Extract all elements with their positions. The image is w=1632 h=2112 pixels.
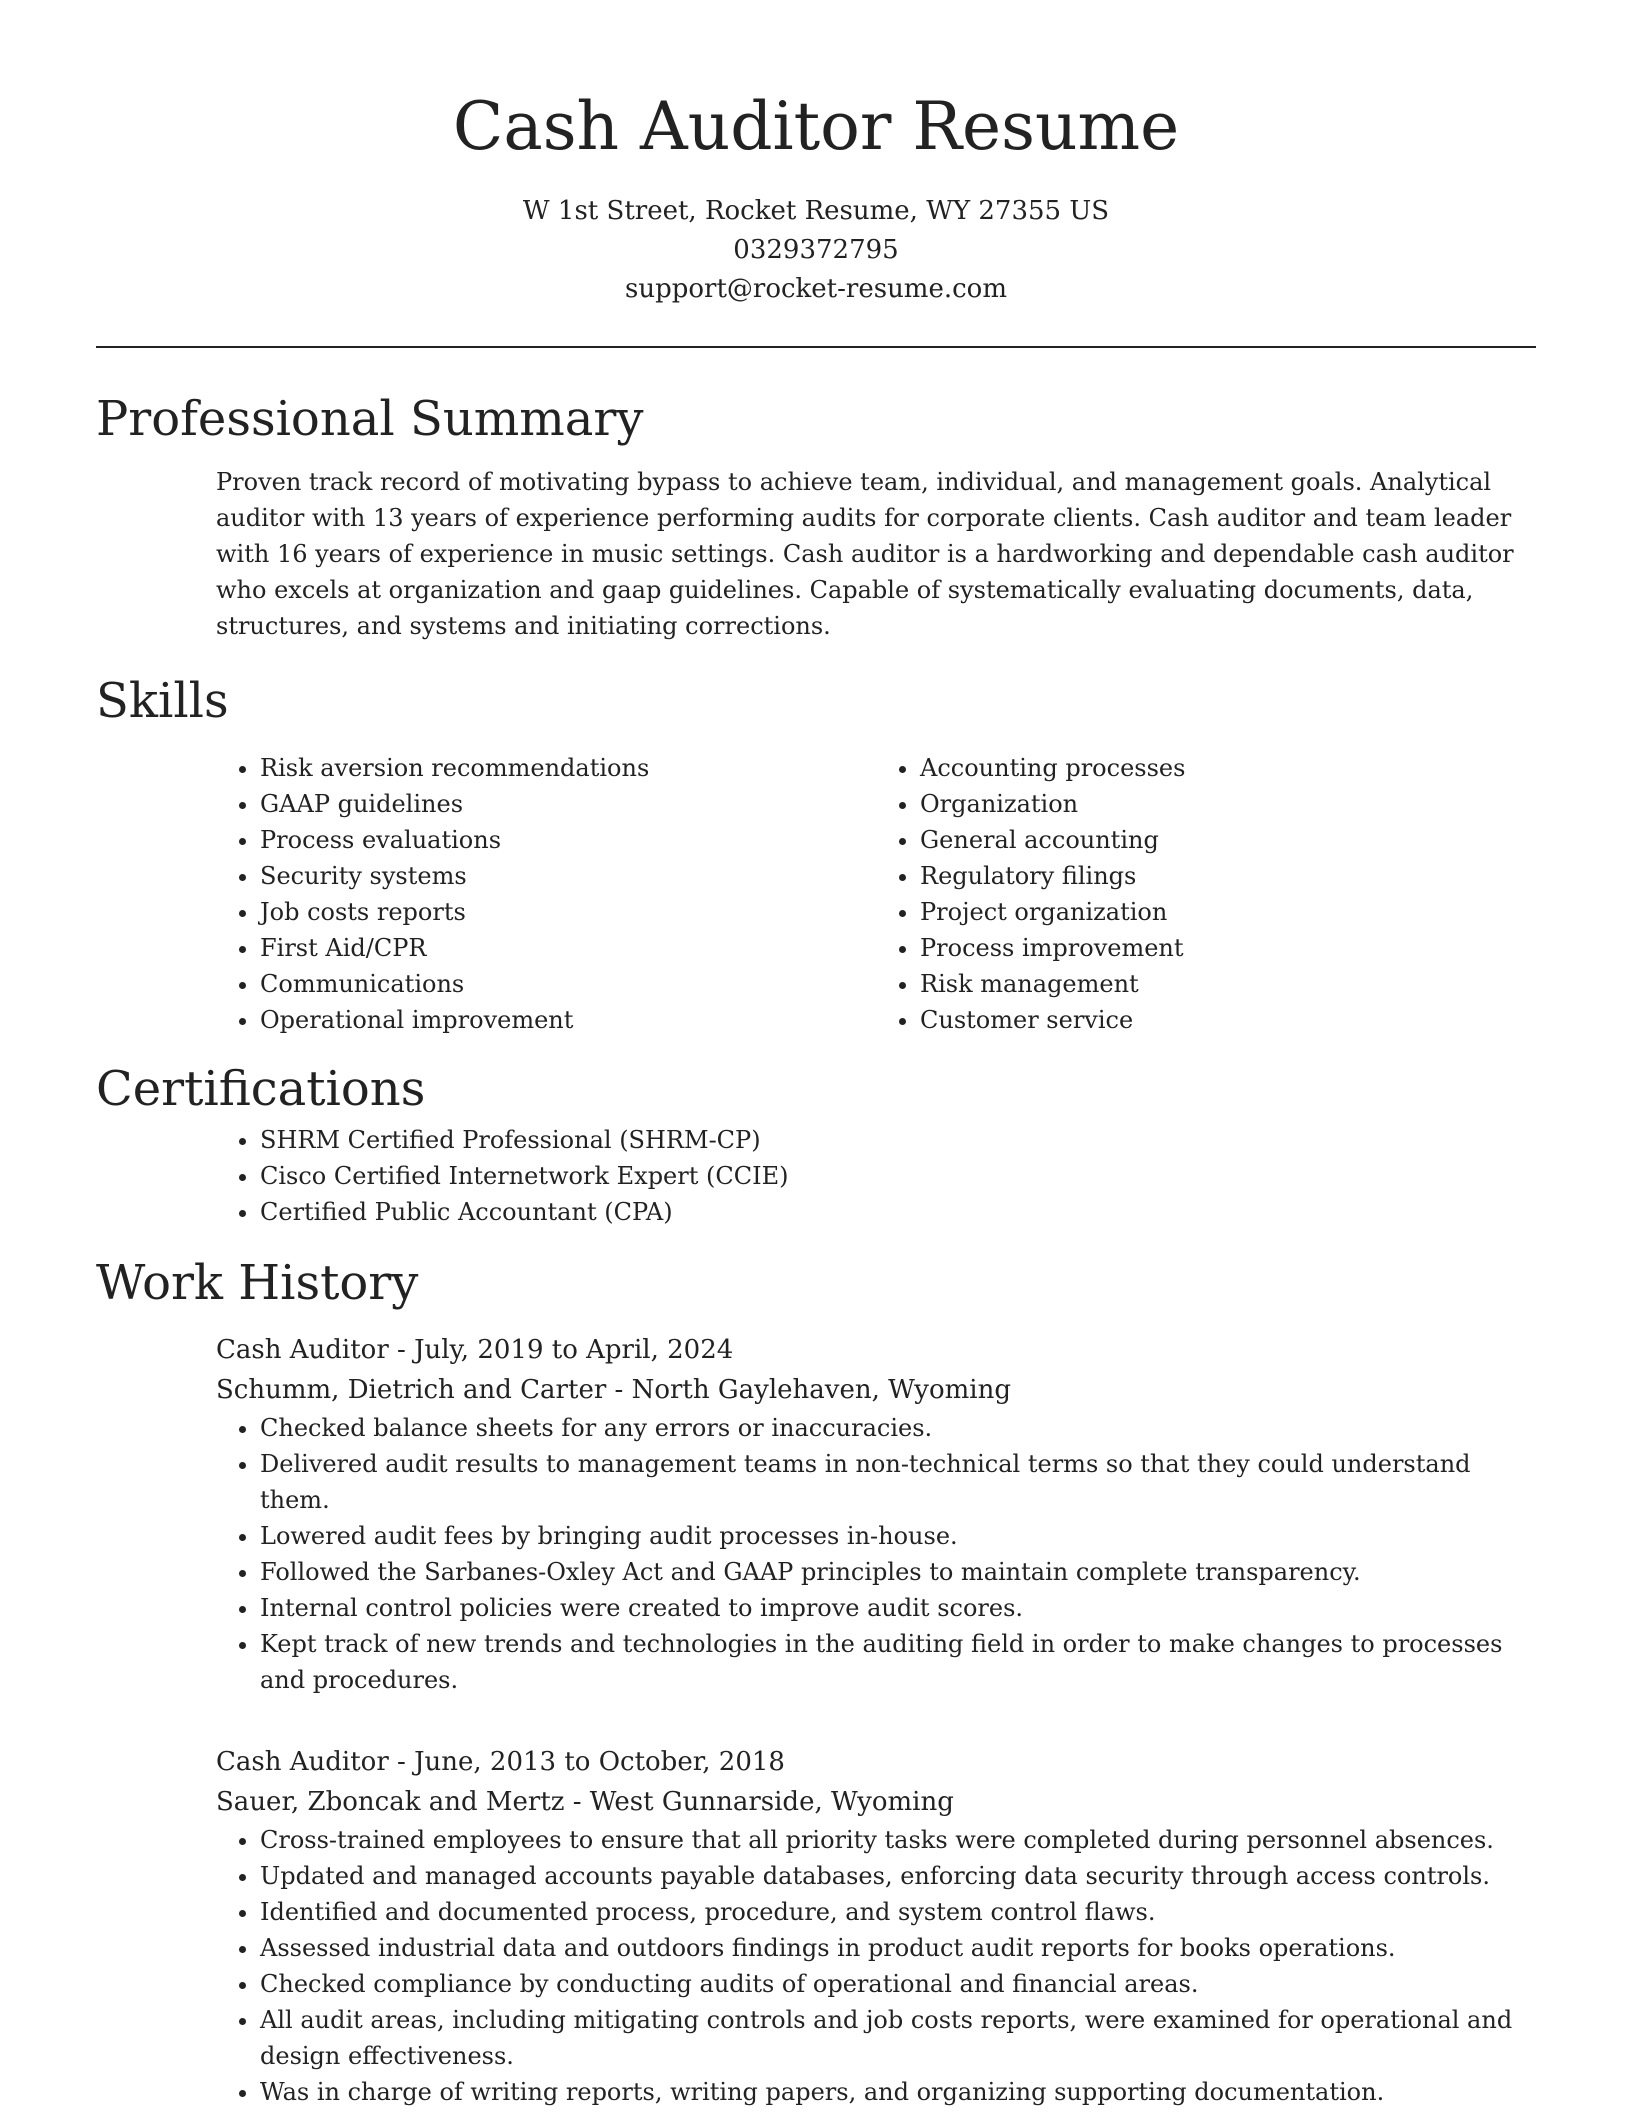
- skill-item: • Process evaluations: [260, 822, 876, 858]
- contact-address: W 1st Street, Rocket Resume, WY 27355 US: [522, 196, 1110, 226]
- job-title-dates: Cash Auditor - June, 2013 to October, 2018: [216, 1747, 785, 1777]
- job-duty-item: • Identified and documented process, procedure, and system control flaws.: [260, 1894, 1536, 1930]
- job-duty-item: • Updated and managed accounts payable databases, enforcing data security through access controls.: [260, 1858, 1536, 1894]
- job-duty-item: • Delivered audit results to management teams in non-technical terms so that they could understand them.: [260, 1446, 1536, 1518]
- skill-item: • Communications: [260, 966, 876, 1002]
- skill-item: • Accounting processes: [920, 750, 1536, 786]
- skills-heading: Skills: [96, 673, 229, 729]
- skill-item: • Project organization: [920, 894, 1536, 930]
- contact-phone: 0329372795: [733, 235, 899, 265]
- job-entry: [216, 1742, 1536, 2110]
- skills-column-right: [876, 750, 1536, 1038]
- job-duties-list: [216, 1410, 1536, 1698]
- certification-item: • Cisco Certified Internetwork Expert (CCIE): [260, 1158, 1536, 1194]
- skill-item: • Security systems: [260, 858, 876, 894]
- skill-item: • Risk aversion recommendations: [260, 750, 876, 786]
- job-title-dates: Cash Auditor - July, 2019 to April, 2024: [216, 1335, 734, 1365]
- work-history-section: [96, 1250, 1536, 2110]
- skill-item: • GAAP guidelines: [260, 786, 876, 822]
- job-duty-item: • Cross-trained employees to ensure that all priority tasks were completed during personnel absences.: [260, 1822, 1536, 1858]
- skill-item: • Job costs reports: [260, 894, 876, 930]
- summary-text: Proven track record of motivating bypass to achieve team, individual, and management goals. Analytical auditor with 13 years of experience performing audits for corporate clients. Cash auditor and team leader with 16 years of experience in music settings. Cash auditor is a hardworking and dependable cash auditor who excels at organization and gaap guidelines. Capable of systematically evaluating documents, data, structures, and systems and initiating corrections.: [216, 468, 1514, 640]
- skill-item: • Regulatory filings: [920, 858, 1536, 894]
- certifications-heading: Certifications: [96, 1061, 426, 1117]
- job-company-location: Schumm, Dietrich and Carter - North Gaylehaven, Wyoming: [216, 1375, 1011, 1405]
- job-duty-item: • All audit areas, including mitigating controls and job costs reports, were examined for operational and design effectiveness.: [260, 2002, 1536, 2074]
- job-company-location: Sauer, Zboncak and Mertz - West Gunnarside, Wyoming: [216, 1787, 954, 1817]
- job-entry: [216, 1330, 1536, 1698]
- skills-section: [96, 668, 1536, 1038]
- summary-section: [96, 386, 1536, 644]
- skill-item: • General accounting: [920, 822, 1536, 858]
- skills-column-left: [216, 750, 876, 1038]
- skill-item: • Organization: [920, 786, 1536, 822]
- skill-item: • First Aid/CPR: [260, 930, 876, 966]
- contact-block: [0, 192, 1632, 309]
- skill-item: • Risk management: [920, 966, 1536, 1002]
- job-duty-item: • Internal control policies were created to improve audit scores.: [260, 1590, 1536, 1626]
- certification-item: • SHRM Certified Professional (SHRM-CP): [260, 1122, 1536, 1158]
- work-history-heading: Work History: [96, 1255, 419, 1311]
- resume-header: [0, 0, 1632, 309]
- skills-grid: [216, 750, 1536, 1038]
- job-duty-item: • Kept track of new trends and technologies in the auditing field in order to make changes to processes and procedures.: [260, 1626, 1536, 1698]
- skill-item: • Customer service: [920, 1002, 1536, 1038]
- job-duty-item: • Lowered audit fees by bringing audit processes in-house.: [260, 1518, 1536, 1554]
- summary-heading: Professional Summary: [96, 391, 644, 447]
- job-duty-item: • Followed the Sarbanes-Oxley Act and GAAP principles to maintain complete transparency.: [260, 1554, 1536, 1590]
- job-duty-item: • Was in charge of writing reports, writing papers, and organizing supporting documentation.: [260, 2074, 1536, 2110]
- certifications-list: [216, 1122, 1536, 1230]
- resume-title: Cash Auditor Resume: [452, 88, 1180, 165]
- contact-email: support@rocket-resume.com: [624, 274, 1007, 304]
- skill-item: • Process improvement: [920, 930, 1536, 966]
- certification-item: • Certified Public Accountant (CPA): [260, 1194, 1536, 1230]
- job-duty-item: • Assessed industrial data and outdoors findings in product audit reports for books operations.: [260, 1930, 1536, 1966]
- job-duty-item: • Checked compliance by conducting audits of operational and financial areas.: [260, 1966, 1536, 2002]
- job-duty-item: • Checked balance sheets for any errors or inaccuracies.: [260, 1410, 1536, 1446]
- header-divider: [96, 346, 1536, 348]
- job-duties-list: [216, 1822, 1536, 2110]
- skill-item: • Operational improvement: [260, 1002, 876, 1038]
- certifications-section: [96, 1056, 1536, 1230]
